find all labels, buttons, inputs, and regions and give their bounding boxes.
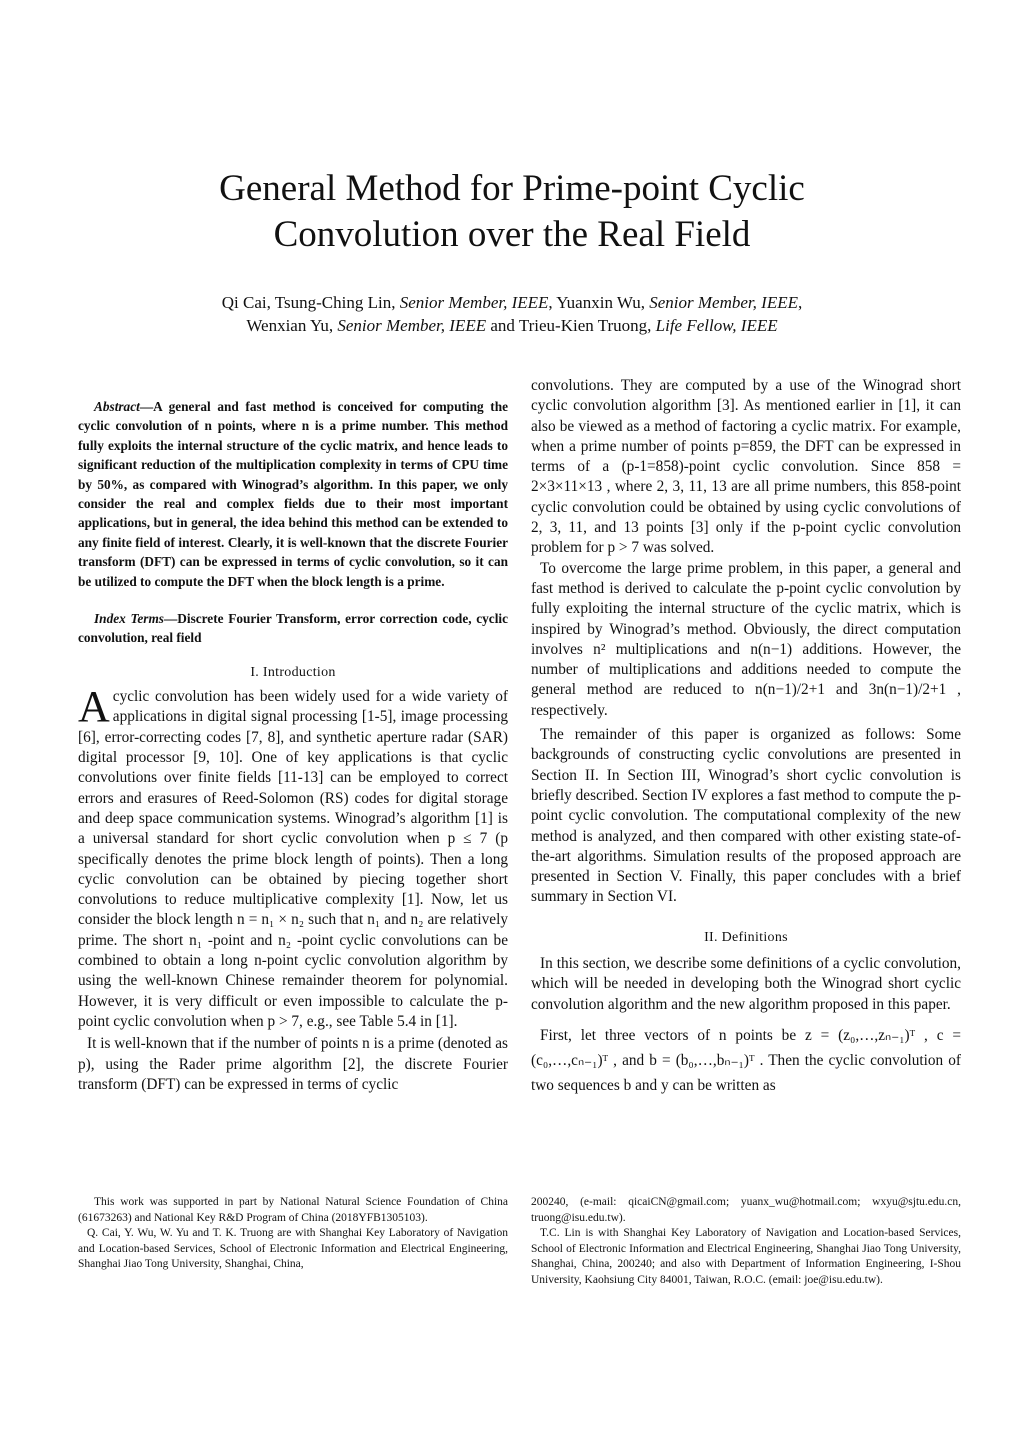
author-text: Wenxian Yu,: [246, 316, 338, 335]
author-text: , Yuanxin Wu,: [548, 293, 650, 312]
body-paragraph: convolutions. They are computed by a use of the Winograd short cyclic convolution algorithm [3]. As mentioned earlier in [1], it can also be viewed as a method of factoring a cyclic matrix. For example, when a prime number of points p=859, the DFT can be expressed in terms of a (p-1=858)-point cyclic convolution. Since 858 = 2×3×11×13 , where 2, 3, 11, 13 are all prime numbers, this 858-point cyclic convolution could be obtained by using cyclic convolutions of 2, 3, 11, and 13 points [3] only if the p-point cyclic convolution problem for p > 7 was solved.: [531, 377, 961, 557]
author-membership: Senior Member, IEEE: [399, 293, 549, 312]
author-text: Qi Cai, Tsung-Ching Lin,: [221, 293, 400, 312]
intro-paragraph: It is well-known that if the number of points n is a prime (denoted as p), using the Rader prime algorithm [2], the discrete Fourier transform (DFT) can be expressed in terms of cyclic: [78, 1035, 508, 1093]
left-column: [78, 397, 508, 1095]
footnote-affiliation: Q. Cai, Y. Wu, W. Yu and T. K. Truong are with Shanghai Key Laboratory of Navigation and Location-based Services, School of Electronic Information and Electrical Engineering, Shanghai Jiao Tong University, Shanghai, China,: [78, 1227, 508, 1271]
section-heading-definitions: II. Definitions: [704, 929, 788, 945]
footnote-right: [531, 1195, 961, 1289]
body-paragraph: First, let three vectors of n points be z = (z₀,…,zₙ₋₁)ᵀ , c = (c₀,…,cₙ₋₁)ᵀ , and b = (b₀,…,bₙ₋₁)ᵀ . Then the cyclic convolution of two sequences b and y can be written as: [531, 1026, 961, 1094]
footnote-funding: This work was supported in part by National Natural Science Foundation of China (61673263) and National Key R&D Program of China (2018YFB1305103).: [78, 1196, 508, 1224]
title-line: General Method for Prime-point Cyclic: [219, 168, 805, 209]
author-membership: Senior Member, IEEE: [649, 293, 798, 312]
body-paragraph: The remainder of this paper is organized as follows: Some backgrounds of constructing cyclic convolutions are presented in Section II. In Section III, Winograd’s short cyclic convolution is briefly described. Section IV explores a fast method to compute the p-point cyclic convolution. The computational complexity of the new method is analyzed, and then compared with other existing state-of-the-art algorithms. Simulation results of the proposed approach are presented in Section V. Finally, this paper concludes with a brief summary in Section VI.: [531, 726, 961, 906]
footnote-emails: 200240, (e-mail: qicaiCN@gmail.com; yuanx_wu@hotmail.com; wxyu@sjtu.edu.cn, truong@isu.edu.tw).: [531, 1196, 961, 1224]
paragraph-text: cyclic convolution has been widely used for a wide variety of applications in digital signal processing [1-5], image processing [6], error-correcting codes [7, 8], and synthetic aperture radar (SAR) digital processor [9, 10]. One of key applications is that cyclic convolutions over finite fields [11-13] can be employed to correct errors and erasures of Reed-Solomon (RS) codes for digital storage and deep space communication systems. Winograd’s algorithm [1] is a universal standard for short cyclic convolution when p ≤ 7 (p specifically denotes the prime block length of points). Then a long cyclic convolution can be obtained by piecing together short convolutions to reduce multiplicative complexity [1]. Now, let us consider the block length n = n₁ × n₂ such that n₁ and n₂ are relatively prime. The short n₁ -point and n₂ -point cyclic convolutions can be combined to obtain a long n-point cyclic convolution algorithm by using the well-known Chinese remainder theorem for polynomial. However, it is very difficult or even impossible to calculate the p-point cyclic convolution when p > 7, e.g., see Table 5.4 in [1].: [78, 688, 508, 1030]
author-list: [0, 291, 1024, 337]
author-text: ,: [797, 293, 803, 312]
paper-title: [0, 166, 1024, 258]
body-paragraph: To overcome the large prime problem, in this paper, a general and fast method is derived to calculate the p-point cyclic convolution by fully exploiting the internal structure of the cyclic matrix, which is inspired by Winograd’s method. Obviously, the direct computation involves n² multiplications and n(n−1) additions. However, the number of multiplications and additions needed to compute the general method are reduced to n(n−1)/2+1 and 3n(n−1)/2+1 , respectively.: [531, 559, 961, 719]
index-terms-text: —Discrete Fourier Transform, error correction code, cyclic convolution, real field: [78, 611, 508, 646]
index-terms: [78, 609, 508, 648]
abstract: [78, 397, 508, 591]
abstract-text: —A general and fast method is conceived for computing the cyclic convolution of n points, where n is a prime number. This method fully exploits the internal structure of the cyclic matrix, and hence leads to significant reduction of the multiplication complexity in terms of CPU time by 50%, as compared with Winograd’s algorithm. In this paper, we only consider the real and complex fields due to their most important applications, but in general, the idea behind this method can be extended to any finite field of interest. Clearly, it is well-known that the discrete Fourier transform (DFT) can be expressed in terms of cyclic convolution, so it can be utilized to compute the DFT when the block length is a prime.: [78, 399, 508, 589]
title-line: Convolution over the Real Field: [273, 214, 751, 255]
author-membership: Life Fellow, IEEE: [655, 316, 778, 335]
abstract-label: Abstract: [94, 399, 140, 414]
drop-cap: A: [78, 682, 110, 732]
footnote-affiliation: T.C. Lin is with Shanghai Key Laboratory of Navigation and Location-based Services, School of Electronic Information and Electrical Engineering, Shanghai Jiao Tong University, Shanghai, China, 200240; and also with Department of Information Engineering, I-Shou University, Kaohsiung City 84001, Taiwan, R.O.C. (email: joe@isu.edu.tw).: [531, 1227, 961, 1286]
index-terms-label: Index Terms: [94, 611, 164, 627]
body-paragraph: In this section, we describe some definitions of a cyclic convolution, which will be needed in developing both the Winograd short cyclic convolution algorithm and the new algorithm proposed in this paper.: [531, 955, 961, 1013]
section-heading-introduction: I. Introduction: [250, 664, 336, 680]
right-column: [531, 376, 961, 1098]
author-text: and Trieu-Kien Truong,: [486, 316, 656, 335]
author-membership: Senior Member, IEEE: [337, 316, 487, 335]
footnote-left: [78, 1195, 508, 1273]
intro-paragraph: [78, 682, 508, 1032]
